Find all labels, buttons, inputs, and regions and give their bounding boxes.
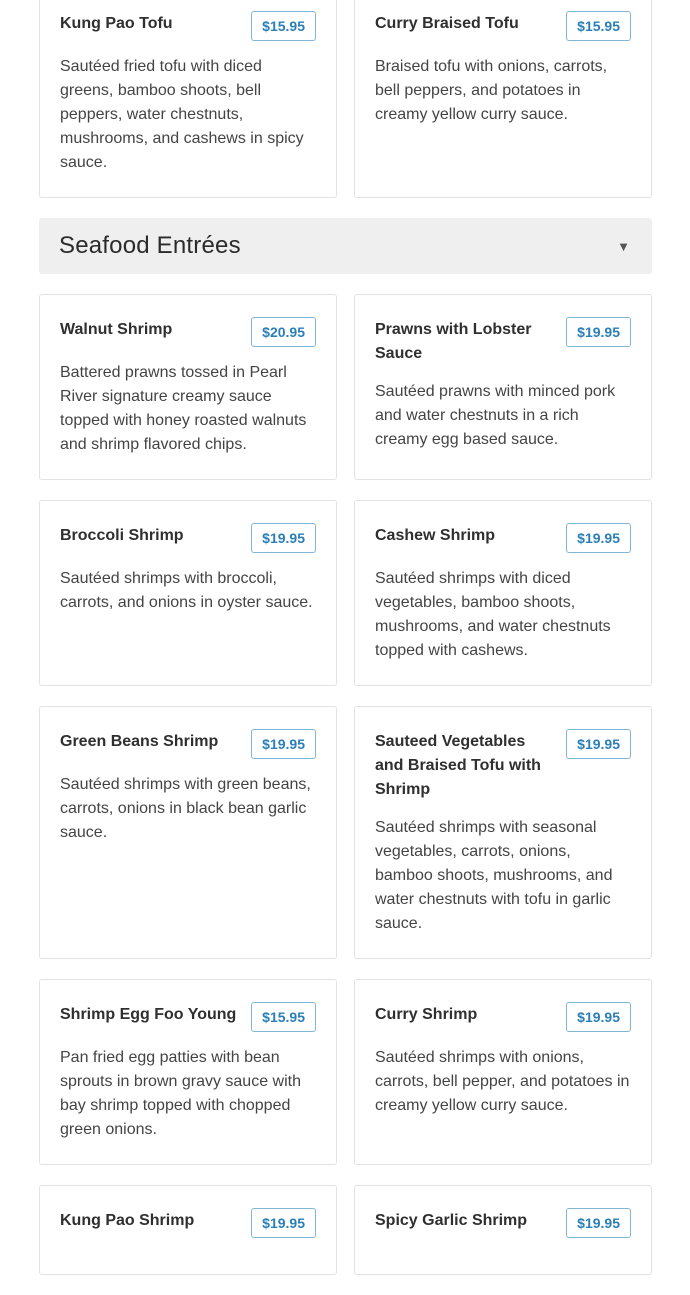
price-badge: $19.95 <box>566 1002 631 1032</box>
menu-item-name: Curry Braised Tofu <box>375 15 519 32</box>
price-badge: $19.95 <box>566 729 631 759</box>
price-badge: $20.95 <box>251 317 316 347</box>
menu-item-description: Sautéed shrimps with seasonal vegetables, carrots, onions, bamboo shoots, mushrooms, and water chestnuts with tofu in garlic sauce. <box>375 819 613 932</box>
menu-item-description: Sautéed fried tofu with diced greens, bamboo shoots, bell peppers, water chestnuts, mushrooms, and cashews in spicy sauce. <box>60 58 304 171</box>
menu-item-card[interactable] <box>354 294 652 480</box>
menu-item-name: Spicy Garlic Shrimp <box>375 1212 528 1229</box>
menu-item-card[interactable] <box>39 979 337 1165</box>
menu-item-description: Sautéed shrimps with broccoli, carrots, and onions in oyster sauce. <box>60 570 313 611</box>
price-badge: $19.95 <box>251 729 316 759</box>
menu-row <box>39 706 652 959</box>
menu-item-description: Battered prawns tossed in Pearl River signature creamy sauce topped with honey roasted walnuts and shrimp flavored chips. <box>60 364 307 453</box>
menu-item-card[interactable] <box>354 706 652 959</box>
menu-item-header <box>60 1206 316 1238</box>
menu-item-header <box>375 1206 631 1238</box>
menu-item-header <box>375 315 631 366</box>
menu-item-header <box>60 315 316 347</box>
menu-row <box>39 0 652 198</box>
menu-item-description: Sautéed prawns with minced pork and water chestnuts in a rich creamy egg based sauce. <box>375 383 616 448</box>
menu-item-header <box>60 521 316 553</box>
menu-item-description: Sautéed shrimps with onions, carrots, bell pepper, and potatoes in creamy yellow curry sauce. <box>375 1049 630 1114</box>
menu-row <box>39 500 652 686</box>
menu-row <box>39 979 652 1165</box>
caret-down-icon[interactable]: ▼ <box>617 238 630 254</box>
price-badge: $15.95 <box>566 11 631 41</box>
menu-item-card[interactable] <box>354 500 652 686</box>
menu-item-card[interactable] <box>354 979 652 1165</box>
price-badge: $15.95 <box>251 1002 316 1032</box>
menu-item-name: Kung Pao Tofu <box>60 15 173 32</box>
menu-item-header <box>60 9 316 41</box>
menu-item-card[interactable] <box>39 1185 337 1275</box>
menu-item-name: Curry Shrimp <box>375 1006 478 1023</box>
menu-item-header <box>375 521 631 553</box>
price-badge: $19.95 <box>251 1208 316 1238</box>
menu-item-description: Sautéed shrimps with green beans, carrots, onions in black bean garlic sauce. <box>60 776 311 841</box>
menu-item-header <box>375 727 631 802</box>
price-badge: $19.95 <box>566 1208 631 1238</box>
section-title: Seafood Entrées <box>59 232 241 259</box>
menu-item-description: Pan fried egg patties with bean sprouts in brown gravy sauce with bay shrimp topped with chopped green onions. <box>60 1049 301 1138</box>
menu-item-name: Broccoli Shrimp <box>60 527 184 544</box>
price-badge: $19.95 <box>566 523 631 553</box>
menu-item-card[interactable] <box>354 1185 652 1275</box>
menu-item-card[interactable] <box>39 706 337 959</box>
menu-item-card[interactable] <box>39 500 337 686</box>
menu-item-description: Sautéed shrimps with diced vegetables, bamboo shoots, mushrooms, and water chestnuts topped with cashews. <box>375 570 611 659</box>
price-badge: $19.95 <box>566 317 631 347</box>
price-badge: $15.95 <box>251 11 316 41</box>
menu-item-name: Cashew Shrimp <box>375 527 496 544</box>
menu-item-name: Sauteed Vegetables and Braised Tofu with Shrimp <box>375 733 541 798</box>
menu-row <box>39 1185 652 1275</box>
menu-item-card[interactable] <box>39 0 337 198</box>
price-badge: $19.95 <box>251 523 316 553</box>
menu-item-description: Braised tofu with onions, carrots, bell peppers, and potatoes in creamy yellow curry sauce. <box>375 58 608 123</box>
menu-item-name: Kung Pao Shrimp <box>60 1212 195 1229</box>
seafood-section-header[interactable] <box>39 218 652 274</box>
menu-row <box>39 294 652 480</box>
menu-item-name: Walnut Shrimp <box>60 321 173 338</box>
menu-item-name: Green Beans Shrimp <box>60 733 219 750</box>
menu-item-card[interactable] <box>39 294 337 480</box>
menu-item-card[interactable] <box>354 0 652 198</box>
menu-item-name: Prawns with Lobster Sauce <box>375 321 532 362</box>
menu-item-name: Shrimp Egg Foo Young <box>60 1006 237 1023</box>
menu-item-header <box>60 727 316 759</box>
menu-item-header <box>60 1000 316 1032</box>
menu-item-header <box>375 1000 631 1032</box>
menu-item-header <box>375 9 631 41</box>
